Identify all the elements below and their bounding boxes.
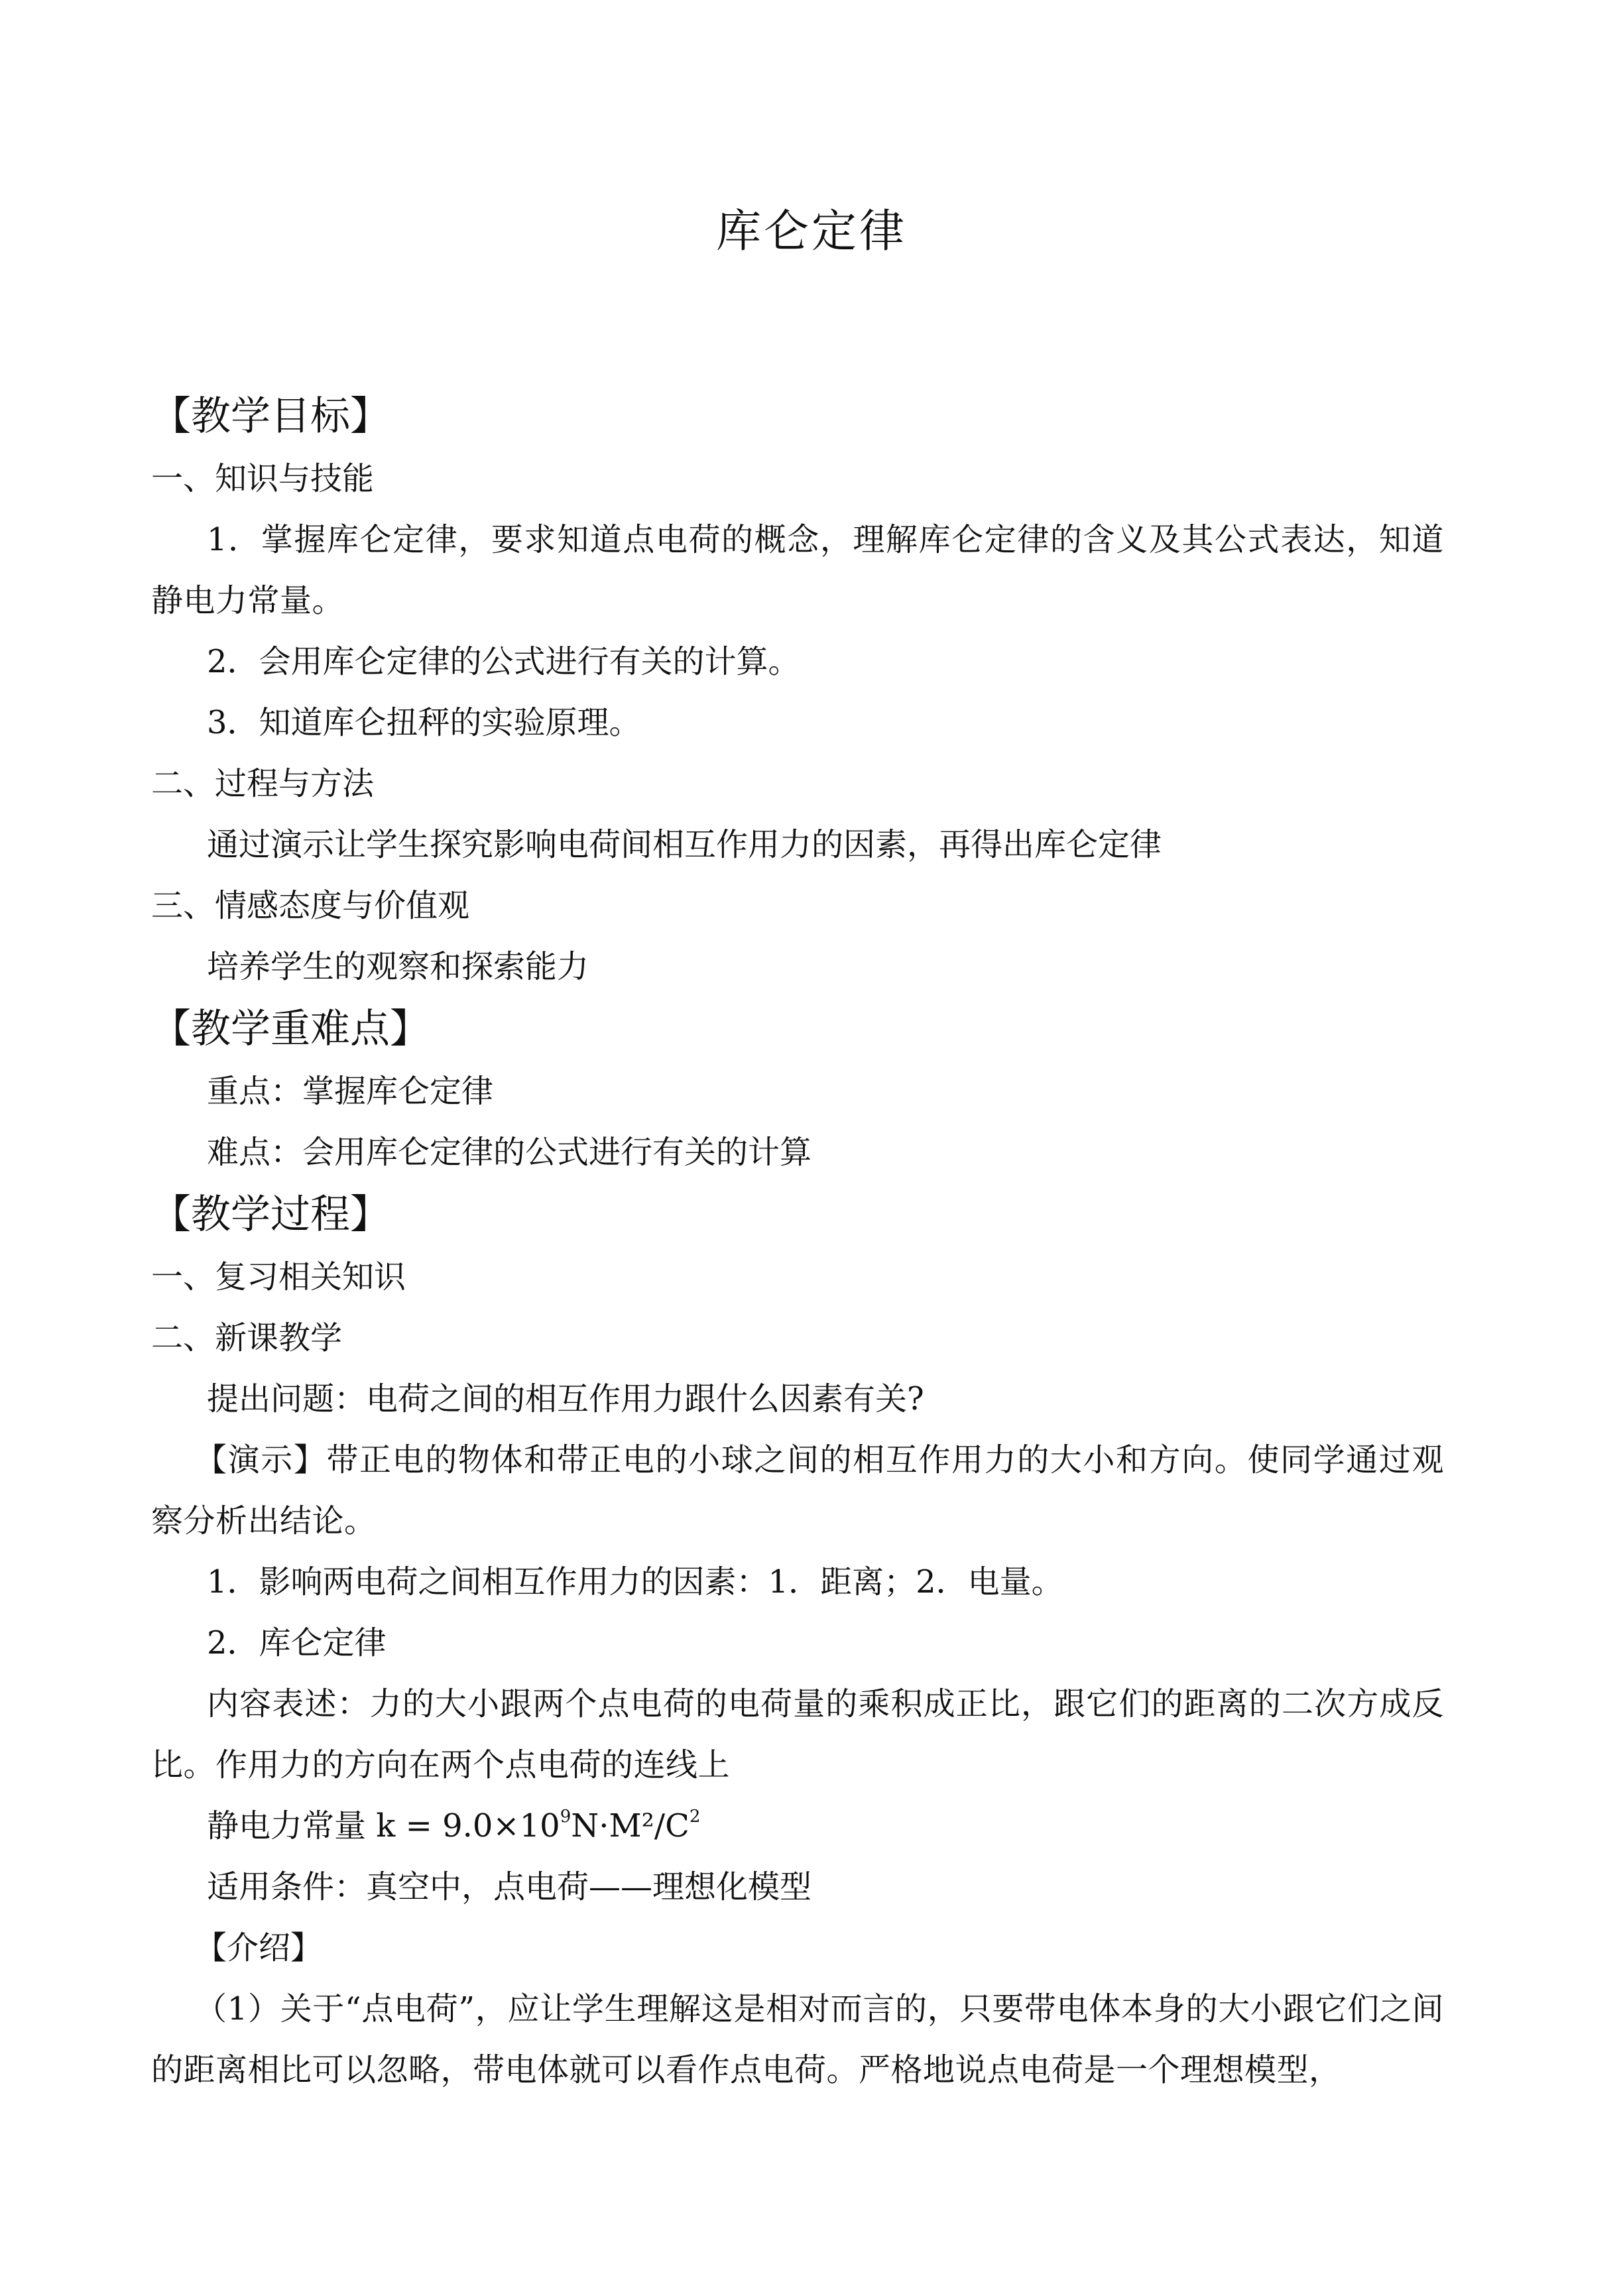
constant-formula [151,1795,1444,1856]
page-title: 库仑定律 [715,206,907,258]
law-heading: 2．库仑定律 [207,1624,387,1662]
constant-prefix: 静电力常量 k = 9.0×10 [207,1807,560,1844]
demo-text: 【演示】带正电的物体和带正电的小球之间的相互作用力的大小和方向。使同学通过观察分析出结论。 [151,1441,1444,1540]
attitude-values-text: 培养学生的观察和探索能力 [207,948,589,985]
subheading-new-lesson: 二、新课教学 [151,1319,343,1357]
conditions-text: 适用条件：真空中，点电荷——理想化模型 [207,1868,812,1905]
subheading-attitude-values: 三、情感态度与价值观 [151,887,470,924]
goal-item-3: 3．知道库仑扭秤的实验原理。 [207,704,641,741]
subheading-review: 一、复习相关知识 [151,1258,406,1296]
goal-item-2: 2．会用库仑定律的公式进行有关的计算。 [207,643,800,680]
key-point-text: 重点：掌握库仑定律 [207,1073,494,1110]
section-heading-goals: 【教学目标】 [151,393,390,440]
subheading-knowledge-skills: 一、知识与技能 [151,460,375,497]
section-heading-key-points: 【教学重难点】 [151,1006,430,1052]
process-method-text: 通过演示让学生探究影响电荷间相互作用力的因素，再得出库仑定律 [207,826,1162,863]
constant-unit: N·M²/C [571,1807,690,1844]
goal-item-1: 1．掌握库仑定律，要求知道点电荷的概念，理解库仑定律的含义及其公式表达，知道静电力常量。 [151,521,1444,619]
question-text: 提出问题：电荷之间的相互作用力跟什么因素有关? [207,1380,924,1418]
constant-unit-exponent: 2 [689,1807,701,1827]
document-body [151,385,1444,2100]
section-heading-process: 【教学过程】 [151,1191,390,1238]
difficult-point-text: 难点：会用库仑定律的公式进行有关的计算 [207,1134,812,1171]
intro-heading: 【介绍】 [195,1929,323,1966]
constant-exponent: 9 [560,1807,571,1827]
factors-text: 1．影响两电荷之间相互作用力的因素：1．距离；2．电量。 [207,1563,1063,1601]
intro-text: （1）关于“点电荷”，应让学生理解这是相对而言的，只要带电体本身的大小跟它们之间的距离相比可以忽略，带电体就可以看作点电荷。严格地说点电荷是一个理想模型， [151,1990,1444,2088]
subheading-process-method: 二、过程与方法 [151,765,375,802]
law-content-text: 内容表述：力的大小跟两个点电荷的电荷量的乘积成正比，跟它们的距离的二次方成反比。作用力的方向在两个点电荷的连线上 [151,1685,1444,1783]
